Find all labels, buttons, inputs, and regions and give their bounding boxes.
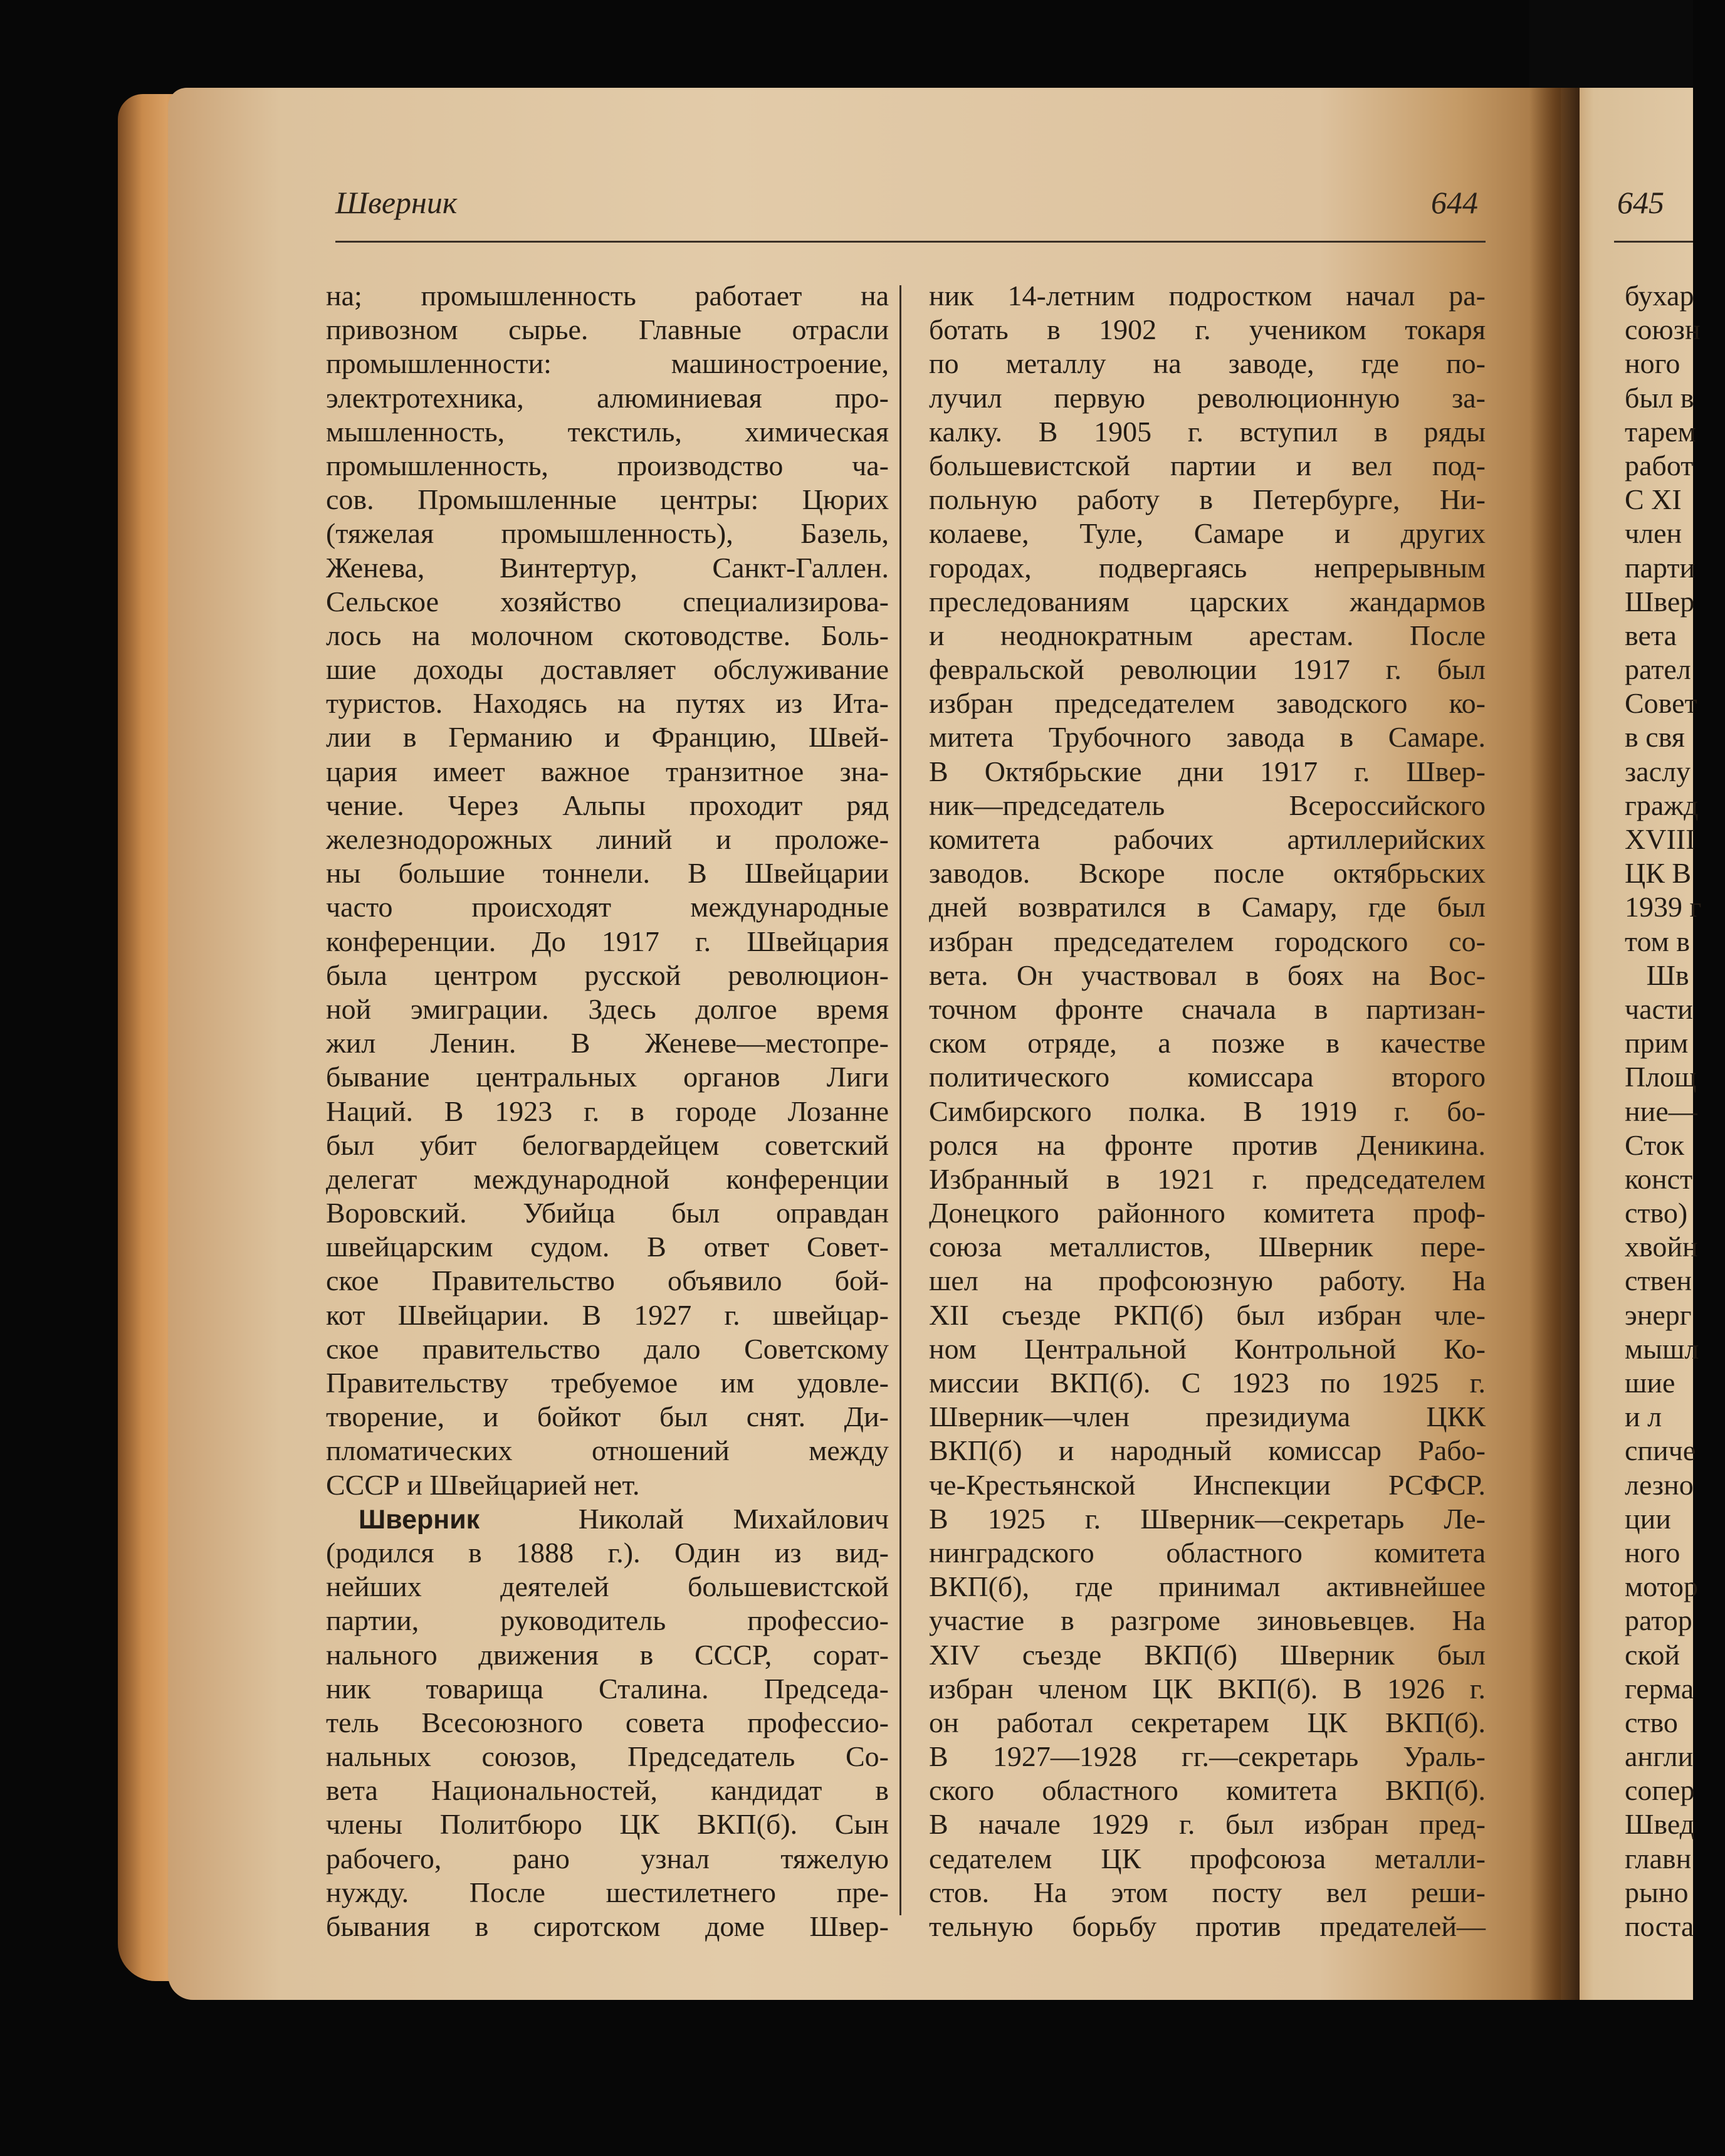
text-line: работ (1625, 449, 1694, 481)
header-rule (335, 241, 1486, 243)
text-line: швейцарским судом. В ответ Совет- (326, 1231, 889, 1263)
text-line: Сток (1625, 1128, 1684, 1161)
text-line: конст (1625, 1162, 1693, 1195)
text-line: XVIII (1625, 823, 1696, 855)
text-line: тарем (1625, 415, 1696, 448)
text-line: рабочего, рано узнал тяжелую (326, 1842, 889, 1875)
text-line: XII съезде РКП(б) был избран чле- (929, 1298, 1486, 1331)
text-line: ство (1625, 1706, 1678, 1738)
text-line: политического комиссара второго (929, 1061, 1486, 1093)
text-line: шел на профсоюзную работу. На (929, 1265, 1486, 1297)
text-line: бывания в сиротском доме Швер- (326, 1910, 889, 1942)
text-line: ного (1625, 347, 1680, 380)
text-line: заслу (1625, 755, 1691, 787)
text-line: избран членом ЦК ВКП(б). В 1926 г. (929, 1672, 1486, 1705)
text-line: член (1625, 517, 1682, 550)
text-line: Шверник—член президиума ЦКК (929, 1401, 1486, 1433)
text-line: ское правительство дало Советскому (326, 1332, 889, 1365)
text-line: ном Центральной Контрольной Ко- (929, 1332, 1486, 1365)
text-line: ство) (1625, 1197, 1688, 1229)
text-line: поста (1625, 1910, 1694, 1942)
text-line: избран председателем городского со- (929, 925, 1486, 957)
text-line: лезно (1625, 1468, 1694, 1501)
text-line: вета. Он участвовал в боях на Вос- (929, 959, 1486, 991)
text-line: часто происходят международные (326, 891, 889, 923)
text-line: спиче (1625, 1434, 1696, 1467)
text-line: и л (1625, 1401, 1662, 1433)
text-line: была центром русской революцион- (326, 959, 889, 991)
text-line: пломатических отношений между (326, 1434, 889, 1467)
text-line: ник 14-летним подростком начал ра- (929, 280, 1486, 312)
background (1529, 0, 1693, 88)
text-line: Площ (1625, 1061, 1697, 1093)
text-line: рыно (1625, 1876, 1689, 1908)
text-line: мотор (1625, 1570, 1698, 1603)
column-divider (899, 285, 901, 1915)
text-line: С XI (1625, 483, 1682, 516)
text-line: нальных союзов, Председатель Со- (326, 1740, 889, 1773)
text-line: преследованиям царских жандармов (929, 585, 1486, 618)
text-line: нального движения в СССР, сорат- (326, 1638, 889, 1671)
text-line: Совет (1625, 687, 1697, 720)
text-line: партии, руководитель профессио- (326, 1604, 889, 1637)
text-line: на; промышленность работает на (326, 280, 889, 312)
text-line: ЦК В (1625, 857, 1692, 890)
text-line: избран председателем заводского ко- (929, 687, 1486, 720)
text-line: нинградского областного комитета (929, 1536, 1486, 1569)
text-line: шие (1625, 1367, 1675, 1399)
entry-heading-line (326, 1502, 889, 1536)
text-line: XIV съезде ВКП(б) Шверник был (929, 1638, 1486, 1671)
text-line: хвойн (1625, 1231, 1698, 1263)
text-line: ратор (1625, 1604, 1692, 1637)
text-line: че-Крестьянской Инспекции РСФСР. (929, 1468, 1486, 1501)
page-number-left: 644 (1431, 185, 1478, 220)
text-line: Наций. В 1923 г. в городе Лозанне (326, 1095, 889, 1127)
text-line: кот Швейцарии. В 1927 г. швейцар- (326, 1298, 889, 1331)
text-line: герма (1625, 1672, 1694, 1705)
text-line: миссии ВКП(б). С 1923 по 1925 г. (929, 1367, 1486, 1399)
text-line: ВКП(б), где принимал активнейшее (929, 1570, 1486, 1603)
text-line: железнодорожных линий и проложе- (326, 823, 889, 855)
text-line: промышленности: машиностроение, (326, 347, 889, 380)
text-line: части (1625, 992, 1693, 1025)
text-line: В 1925 г. Шверник—секретарь Ле- (929, 1502, 1486, 1535)
book-gutter (1529, 88, 1580, 2000)
text-line: Шв (1625, 959, 1689, 991)
text-line: Правительству требуемое им удовле- (326, 1367, 889, 1399)
text-line: колаеве, Туле, Самаре и других (929, 517, 1486, 550)
text-line: заводов. Вскоре после октябрьских (929, 857, 1486, 890)
text-line: мышленность, текстиль, химическая (326, 415, 889, 448)
text-line: калку. В 1905 г. вступил в ряды (929, 415, 1486, 448)
text-line: чение. Через Альпы проходит ряд (326, 789, 889, 821)
text-line: В начале 1929 г. был избран пред- (929, 1808, 1486, 1841)
text-line: ние— (1625, 1095, 1697, 1127)
text-line: Сельское хозяйство специализирова- (326, 585, 889, 618)
text-line: большевистской партии и вел под- (929, 449, 1486, 481)
text-line: дней возвратился в Самару, где был (929, 891, 1486, 923)
text-line: Симбирского полка. В 1919 г. бо- (929, 1095, 1486, 1127)
entry-headword: Шверник (359, 1504, 480, 1535)
text-line: (родился в 1888 г.). Один из вид- (326, 1536, 889, 1569)
text-line: ского областного комитета ВКП(б). (929, 1774, 1486, 1807)
text-line: электротехника, алюминиевая про- (326, 381, 889, 414)
text-line: творение, и бойкот был снят. Ди- (326, 1401, 889, 1433)
text-line: он работал секретарем ЦК ВКП(б). (929, 1706, 1486, 1738)
text-line: комитета рабочих артиллерийских (929, 823, 1486, 855)
header-rule-right (1614, 241, 1693, 243)
text-line: и неоднократным арестам. После (929, 619, 1486, 651)
text-line: сов. Промышленные центры: Цюрих (326, 483, 889, 516)
text-line: нужду. После шестилетнего пре- (326, 1876, 889, 1908)
text-line: парти (1625, 551, 1696, 584)
text-line: ском отряде, а позже в качестве (929, 1027, 1486, 1060)
text-line: союза металлистов, Шверник пере- (929, 1231, 1486, 1263)
text-line: промышленность, производство ча- (326, 449, 889, 481)
text-line: В Октябрьские дни 1917 г. Швер- (929, 755, 1486, 787)
running-head-title: Шверник (335, 185, 458, 220)
text-line: рател (1625, 653, 1691, 686)
text-line: тель Всесоюзного совета профессио- (326, 1706, 889, 1738)
text-line: лось на молочном скотоводстве. Боль- (326, 619, 889, 651)
text-line: ник—председатель Всероссийского (929, 789, 1486, 821)
text-line: привозном сырье. Главные отрасли (326, 313, 889, 346)
page-number-right: 645 (1617, 185, 1664, 220)
text-line: ботать в 1902 г. учеником токаря (929, 313, 1486, 346)
text-line: лучил первую революционную за- (929, 381, 1486, 414)
text-line: гражд (1625, 789, 1699, 821)
text-line: тельную борьбу против предателей— (929, 1910, 1486, 1942)
text-line: цария имеет важное транзитное зна- (326, 755, 889, 787)
text-line: Избранный в 1921 г. председателем (929, 1162, 1486, 1195)
text-line: ного (1625, 1536, 1680, 1569)
text-line: ское Правительство объявило бой- (326, 1265, 889, 1297)
text-line: англи (1625, 1740, 1694, 1773)
text-line: ствен (1625, 1265, 1692, 1297)
text-line: ны большие тоннели. В Швейцарии (326, 857, 889, 890)
entry-name: Николай Михайлович (578, 1502, 889, 1535)
text-line: члены Политбюро ЦК ВКП(б). Сын (326, 1808, 889, 1841)
text-line: нейших деятелей большевистской (326, 1570, 889, 1603)
text-line: польную работу в Петербурге, Ни- (929, 483, 1486, 516)
text-line: делегат международной конференции (326, 1162, 889, 1195)
text-line: союзн (1625, 313, 1701, 346)
text-line: СССР и Швейцарией нет. (326, 1468, 640, 1501)
text-line: Женева, Винтертур, Санкт-Галлен. (326, 551, 889, 584)
text-line: бывание центральных органов Лиги (326, 1061, 889, 1093)
text-line: в свя (1625, 721, 1685, 754)
text-line: стов. На этом посту вел реши- (929, 1876, 1486, 1908)
text-line: городах, подвергаясь непрерывным (929, 551, 1486, 584)
text-line: был в (1625, 381, 1694, 414)
text-line: жил Ленин. В Женеве—местопре- (326, 1027, 889, 1060)
text-line: точном фронте сначала в партизан- (929, 992, 1486, 1025)
text-line: 1939 г (1625, 891, 1702, 923)
text-line: ной эмиграции. Здесь долгое время (326, 992, 889, 1025)
text-line: участие в разгроме зиновьевцев. На (929, 1604, 1486, 1637)
text-line: сопер (1625, 1774, 1695, 1807)
text-line: Донецкого районного комитета проф- (929, 1197, 1486, 1229)
text-line: по металлу на заводе, где по- (929, 347, 1486, 380)
text-line: ВКП(б) и народный комиссар Рабо- (929, 1434, 1486, 1467)
text-line: (тяжелая промышленность), Базель, (326, 517, 889, 550)
text-line: Швед (1625, 1808, 1695, 1841)
text-column-middle (929, 279, 1486, 1943)
text-line: мышл (1625, 1332, 1699, 1365)
text-line: ской (1625, 1638, 1680, 1671)
text-line: февральской революции 1917 г. был (929, 653, 1486, 686)
text-line: Швер (1625, 585, 1695, 618)
text-line: конференции. До 1917 г. Швейцария (326, 925, 889, 957)
text-line: ник товарища Сталина. Председа- (326, 1672, 889, 1705)
text-line: энерг (1625, 1298, 1692, 1331)
text-line: седателем ЦК профсоюза металли- (929, 1842, 1486, 1875)
text-column-left (326, 279, 889, 1943)
text-line: том в (1625, 925, 1690, 957)
text-line: вета Национальностей, кандидат в (326, 1774, 889, 1807)
text-line: прим (1625, 1027, 1689, 1060)
text-line: шие доходы доставляет обслуживание (326, 653, 889, 686)
text-line: бухар (1625, 280, 1694, 312)
text-line: был убит белогвардейцем советский (326, 1128, 889, 1161)
text-line: В 1927—1928 гг.—секретарь Ураль- (929, 1740, 1486, 1773)
text-line: ролся на фронте против Деникина. (929, 1128, 1486, 1161)
text-line: вета (1625, 619, 1677, 651)
text-line: лии в Германию и Францию, Швей- (326, 721, 889, 754)
text-line: туристов. Находясь на путях из Ита- (326, 687, 889, 720)
text-column-right-page (1625, 279, 1725, 1943)
text-line: митета Трубочного завода в Самаре. (929, 721, 1486, 754)
text-line: ции (1625, 1502, 1671, 1535)
text-line: главн (1625, 1842, 1692, 1875)
text-line: Воровский. Убийца был оправдан (326, 1197, 889, 1229)
